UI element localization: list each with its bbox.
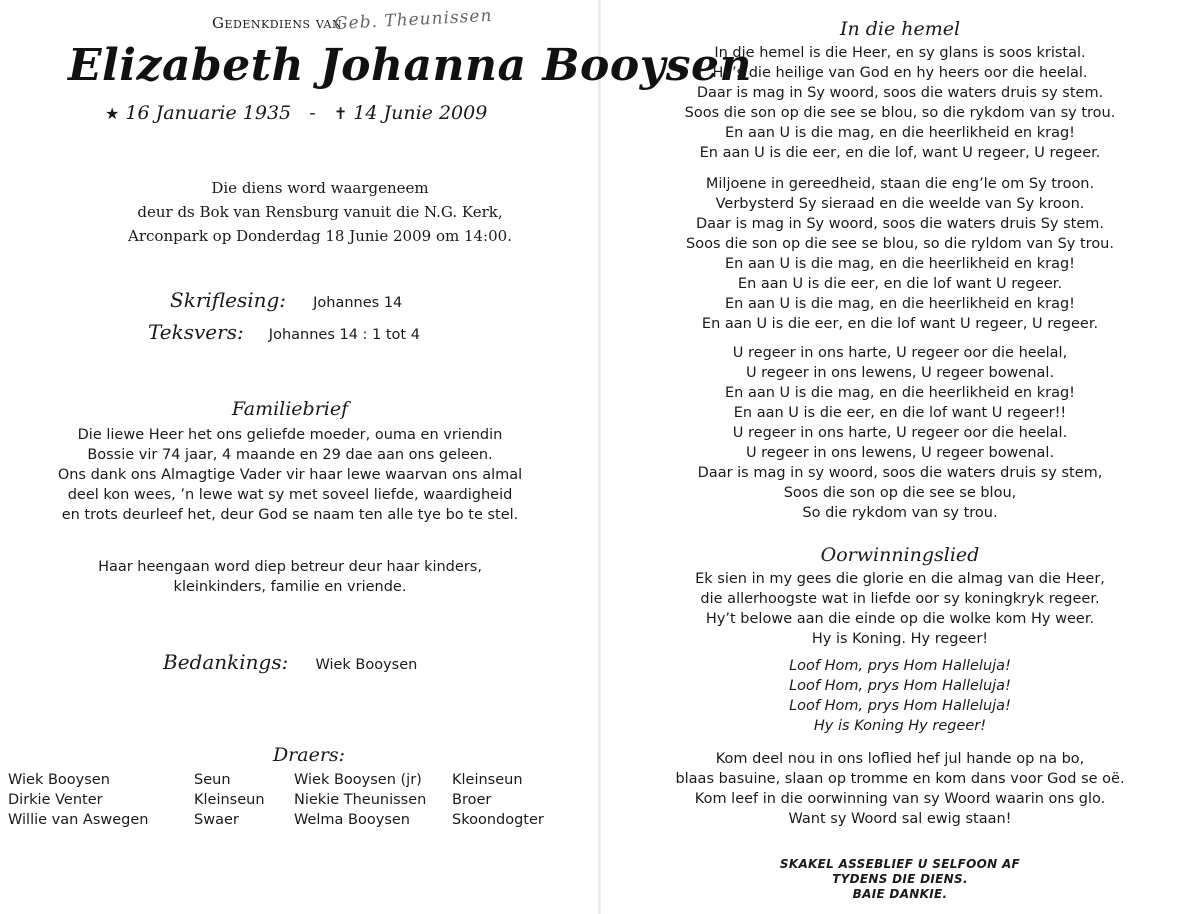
verse-line: Soos die son op die see se blou, so die rykdom van sy trou. — [684, 105, 1116, 121]
bearer-relation: Seun — [194, 772, 231, 788]
verse-line: Verbysterd Sy sieraad en die weelde van Sy kroon. — [715, 196, 1085, 212]
letter-line: Die liewe Heer het ons geliefde moeder, ouma en vriendin — [77, 427, 503, 443]
verse-line: En aan U is die eer, en die lof want U regeer!! — [733, 405, 1067, 421]
hymn-1-title: In die hemel — [839, 18, 961, 40]
verse-line: Want sy Woord sal ewig staan! — [788, 811, 1012, 827]
letter-line: en trots deurleef het, deur God se naam ten alle tye bo te stel. — [61, 507, 519, 523]
hymn-2-verse-1 — [600, 569, 1200, 649]
verse-line: Hy’s die heilige van God en hy heers oor die heelal. — [712, 65, 1088, 81]
verse-line: Kom deel nou in ons loflied hef jul hande op na bo, — [715, 751, 1085, 767]
chorus-line: Loof Hom, prys Hom Halleluja! — [789, 658, 1011, 674]
family-letter-title: Familiebrief — [231, 398, 349, 420]
bearer-name: Wiek Booysen — [8, 772, 110, 788]
service-line: deur ds Bok van Rensburg vanuit die N.G. Kerk, — [137, 203, 503, 221]
phone-notice — [600, 857, 1200, 902]
hymn-2-chorus — [600, 656, 1200, 736]
hymn-1-verse-3 — [600, 343, 1200, 523]
hymn-1-verse-1 — [600, 43, 1200, 163]
verse-line: Soos die son op die see se blou, so die ryldom van Sy trou. — [686, 236, 1114, 252]
scripture-reading — [170, 288, 402, 312]
bearer-relation: Kleinseun — [452, 772, 523, 788]
scripture-value: Johannes 14 — [313, 295, 403, 311]
chorus-line: Hy is Koning Hy regeer! — [813, 718, 987, 734]
memorial-label: Gedenkdiens van — [212, 14, 343, 32]
verse-line: blaas basuine, slaan op tromme en kom dans voor God se oë. — [675, 771, 1125, 787]
bearer-relation: Kleinseun — [194, 792, 265, 808]
deceased-name: Elizabeth Johanna Booysen — [68, 40, 753, 91]
chorus-line: Loof Hom, prys Hom Halleluja! — [789, 678, 1011, 694]
right-page — [600, 0, 1200, 914]
verse-line: U regeer in ons lewens, U regeer bowenal. — [745, 365, 1055, 381]
scripture-label: Skriflesing: — [170, 288, 287, 312]
family-letter-paragraph-1 — [0, 425, 580, 525]
verse-line: En aan U is die mag, en die heerlikheid en krag! — [724, 385, 1075, 401]
thanks-label: Bedankings: — [163, 650, 289, 674]
notice-line: TYDENS DIE DIENS. — [832, 872, 968, 886]
bearers-row — [8, 810, 562, 830]
service-line: Arconpark op Donderdag 18 Junie 2009 om 14:00. — [128, 227, 512, 245]
hymn-2-title: Oorwinningslied — [820, 544, 980, 566]
verse-line: En aan U is die mag, en die heerlikheid en krag! — [724, 296, 1075, 312]
thanks-value: Wiek Booysen — [315, 657, 418, 673]
letter-line: deel kon wees, ’n lewe wat sy met soveel liefde, waardigheid — [67, 487, 513, 503]
verse-line: U regeer in ons lewens, U regeer bowenal. — [745, 445, 1055, 461]
verse-line: Hy’t belowe aan die einde op die wolke kom Hy weer. — [705, 611, 1095, 627]
verse-line: die allerhoogste wat in liefde oor sy koningkryk regeer. — [700, 591, 1100, 607]
life-dates — [105, 102, 487, 124]
verse-line: Hy is Koning. Hy regeer! — [811, 631, 989, 647]
verse-line: Daar is mag in Sy woord, soos die waters druis Sy stem. — [695, 216, 1104, 232]
handwritten-note: Geb. Theunissen — [333, 5, 493, 35]
hymn-2-verse-2 — [600, 749, 1200, 829]
letter-line: kleinkinders, familie en vriende. — [173, 579, 407, 595]
bearer-name: Dirkie Venter — [8, 792, 103, 808]
birth-date: 16 Januarie 1935 — [125, 102, 292, 124]
verse-line: En aan U is die mag, en die heerlikheid en krag! — [724, 125, 1075, 141]
service-details — [60, 176, 580, 248]
cross-icon: ✝ — [333, 104, 348, 123]
notice-line: SKAKEL ASSEBLIEF U SELFOON AF — [779, 857, 1021, 871]
verse-line: Daar is mag in Sy woord, soos die waters druis sy stem. — [696, 85, 1104, 101]
verse-line: U regeer in ons harte, U regeer oor die heelal. — [732, 425, 1068, 441]
verse-line: En aan U is die eer, en die lof want U regeer. — [737, 276, 1063, 292]
letter-line: Ons dank ons Almagtige Vader vir haar lewe waarvan ons almal — [57, 467, 523, 483]
notice-line: BAIE DANKIE. — [852, 887, 948, 901]
letter-line: Haar heengaan word diep betreur deur haar kinders, — [98, 559, 482, 575]
bearer-name: Wiek Booysen (jr) — [294, 772, 422, 788]
text-verse-value: Johannes 14 : 1 tot 4 — [268, 327, 420, 343]
text-verse — [148, 320, 420, 344]
family-letter-paragraph-2 — [0, 557, 580, 597]
bearer-name: Niekie Theunissen — [294, 792, 427, 808]
verse-line: U regeer in ons harte, U regeer oor die heelal, — [732, 345, 1068, 361]
bearers-title: Draers: — [272, 744, 346, 766]
verse-line: Kom leef in die oorwinning van sy Woord waarin ons glo. — [694, 791, 1106, 807]
date-separator: - — [309, 102, 316, 124]
verse-line: Ek sien in my gees die glorie en die almag van die Heer, — [695, 571, 1105, 587]
verse-line: Daar is mag in sy woord, soos die waters druis sy stem, — [697, 465, 1103, 481]
verse-line: Miljoene in gereedheid, staan die eng’le om Sy troon. — [705, 176, 1095, 192]
verse-line: Soos die son op die see se blou, — [783, 485, 1017, 501]
bearer-name: Willie van Aswegen — [8, 812, 149, 828]
thanks — [163, 650, 417, 674]
text-verse-label: Teksvers: — [148, 320, 244, 344]
verse-line: So die rykdom van sy trou. — [802, 505, 998, 521]
bearers-row — [8, 770, 562, 790]
verse-line: En aan U is die eer, en die lof want U regeer, U regeer. — [701, 316, 1099, 332]
bearer-relation: Swaer — [194, 812, 239, 828]
bearer-relation: Broer — [452, 792, 492, 808]
star-icon: ★ — [105, 104, 120, 123]
bearers-table — [8, 770, 562, 830]
bearers-row — [8, 790, 562, 810]
verse-line: En aan U is die eer, en die lof, want U regeer, U regeer. — [699, 145, 1101, 161]
death-date: 14 Junie 2009 — [353, 102, 488, 124]
service-line: Die diens word waargeneem — [211, 179, 429, 197]
letter-line: Bossie vir 74 jaar, 4 maande en 29 dae aan ons geleen. — [87, 447, 493, 463]
hymn-1-verse-2 — [600, 174, 1200, 334]
verse-line: En aan U is die mag, en die heerlikheid en krag! — [724, 256, 1075, 272]
verse-line: In die hemel is die Heer, en sy glans is soos kristal. — [714, 45, 1086, 61]
bearer-name: Welma Booysen — [294, 812, 410, 828]
chorus-line: Loof Hom, prys Hom Halleluja! — [789, 698, 1011, 714]
bearer-relation: Skoondogter — [452, 812, 544, 828]
